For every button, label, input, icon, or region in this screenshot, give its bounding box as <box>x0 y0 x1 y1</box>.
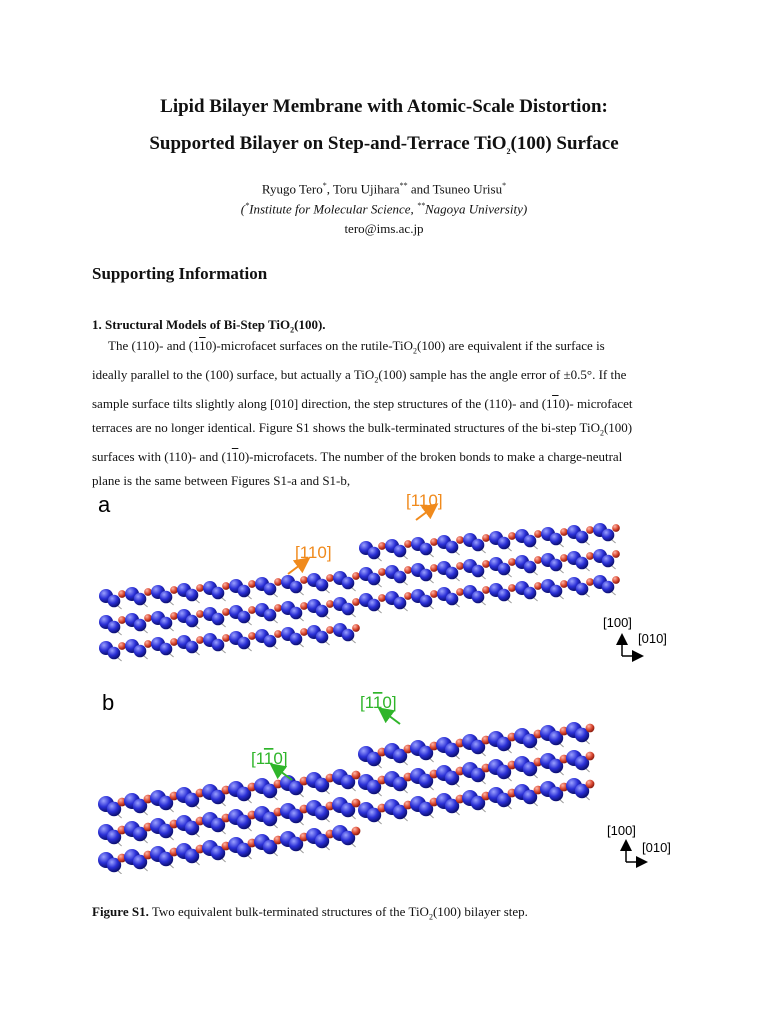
direction-label-upper-a: [110] <box>406 491 443 510</box>
body-paragraph <box>92 334 682 492</box>
oxygen-atom <box>170 586 178 594</box>
direction-arrow-upper-b <box>384 712 400 724</box>
titanium-atom <box>342 577 355 590</box>
axis-label-010-a: [010] <box>638 631 667 646</box>
titanium-atom <box>420 569 433 582</box>
titanium-atom <box>186 641 199 654</box>
oxygen-atom <box>586 526 594 534</box>
oxygen-atom <box>144 614 152 622</box>
titanium-atom <box>264 609 277 622</box>
titanium-atom <box>316 631 329 644</box>
oxygen-atom <box>170 612 178 620</box>
oxygen-atom <box>196 636 204 644</box>
oxygen-atom <box>482 534 490 542</box>
oxygen-atom <box>118 642 126 650</box>
oxygen-atom <box>300 602 308 610</box>
oxygen-atom <box>508 558 516 566</box>
oxygen-atom <box>300 628 308 636</box>
oxygen-atom <box>586 724 595 733</box>
crystal-lattice-b <box>98 722 594 874</box>
oxygen-atom <box>144 640 152 648</box>
titanium-atom <box>134 593 147 606</box>
titanium-atom <box>394 571 407 584</box>
paragraph-line: terraces are no longer identical. Figure S1 shows the bulk-terminated structures of the bi-step TiO$_2$(100) <box>92 419 633 438</box>
oxygen-atom <box>118 616 126 624</box>
titanium-atom <box>524 535 537 548</box>
titanium-atom <box>264 583 277 596</box>
axis-label-100-b: [100] <box>607 823 636 838</box>
titanium-atom <box>212 587 225 600</box>
titanium-atom <box>342 629 355 642</box>
oxygen-atom <box>222 608 230 616</box>
oxygen-atom <box>248 580 256 588</box>
oxygen-atom <box>248 632 256 640</box>
titanium-atom <box>576 557 589 570</box>
titanium-atom <box>290 581 303 594</box>
oxygen-atom <box>248 606 256 614</box>
titanium-atom <box>472 539 485 552</box>
oxygen-atom <box>456 562 464 570</box>
titanium-atom <box>290 633 303 646</box>
oxygen-atom <box>534 582 542 590</box>
oxygen-atom <box>430 564 438 572</box>
titanium-atom <box>212 639 225 652</box>
oxygen-atom <box>430 538 438 546</box>
titanium-atom <box>342 603 355 616</box>
paragraph-line: ideally parallel to the (100) surface, but actually a TiO$_2$(100) sample has the angle error of ±0.5°. If the <box>92 367 627 385</box>
paper-title-line-2: Supported Bilayer on Step-and-Terrace TiO$_2$(100) Surface <box>149 133 619 156</box>
titanium-atom <box>550 533 563 546</box>
oxygen-atom <box>508 532 516 540</box>
paragraph-line: plane is the same between Figures S1-a and S1-b, <box>92 472 351 488</box>
affiliations: (*Institute for Molecular Science, **Nagoya University) <box>240 201 528 217</box>
oxygen-atom <box>378 568 386 576</box>
oxygen-atom <box>144 588 152 596</box>
oxygen-atom <box>404 540 412 548</box>
panel-letter-b: b <box>102 690 115 715</box>
oxygen-atom <box>274 578 282 586</box>
titanium-atom <box>108 621 121 634</box>
oxygen-atom <box>196 610 204 618</box>
titanium-atom <box>368 599 381 612</box>
subsection-heading: 1. Structural Models of Bi-Step TiO$_2$(100). <box>92 317 326 335</box>
titanium-atom <box>160 591 173 604</box>
direction-label-upper-b: [110] <box>360 693 397 712</box>
crystal-lattice-a <box>99 523 620 661</box>
titanium-atom <box>238 585 251 598</box>
titanium-atom <box>160 643 173 656</box>
titanium-atom <box>602 529 615 542</box>
oxygen-atom <box>326 626 334 634</box>
oxygen-atom <box>300 576 308 584</box>
oxygen-atom <box>560 580 568 588</box>
direction-label-lower-a: [110] <box>295 543 332 562</box>
titanium-atom <box>238 637 251 650</box>
oxygen-atom <box>326 600 334 608</box>
paragraph-line: The (110)- and (110)-microfacet surfaces on the rutile-TiO$_2$(100) are equivalent if the surface is <box>108 338 605 356</box>
titanium-atom <box>576 531 589 544</box>
author-email: tero@ims.ac.jp <box>344 221 424 236</box>
titanium-atom <box>368 573 381 586</box>
titanium-atom <box>472 591 485 604</box>
oxygen-atom <box>612 550 620 558</box>
direction-label-lower-b: [110] <box>251 749 288 768</box>
titanium-atom <box>550 559 563 572</box>
oxygen-atom <box>560 554 568 562</box>
titanium-atom <box>394 597 407 610</box>
titanium-atom <box>524 561 537 574</box>
titanium-atom <box>134 619 147 632</box>
oxygen-atom <box>560 528 568 536</box>
oxygen-atom <box>404 592 412 600</box>
paragraph-line: sample surface tilts slightly along [010] direction, the step structures of the (110)- and (110)- microfacet <box>92 396 633 412</box>
axis-label-100-a: [100] <box>603 615 632 630</box>
figure-panel-a <box>92 486 692 676</box>
titanium-atom <box>264 635 277 648</box>
titanium-atom <box>498 589 511 602</box>
titanium-atom <box>550 585 563 598</box>
oxygen-atom <box>274 630 282 638</box>
paragraph-line: surfaces with (110)- and (110)-microfacets. The number of the broken bonds to make a charge-neutral <box>92 449 623 465</box>
oxygen-atom <box>222 634 230 642</box>
titanium-atom <box>498 563 511 576</box>
oxygen-atom <box>612 524 620 532</box>
panel-letter-a: a <box>98 492 111 517</box>
titanium-atom <box>498 537 511 550</box>
oxygen-atom <box>378 542 386 550</box>
direction-arrow-lower-a <box>288 562 304 574</box>
axis-label-010-b: [010] <box>642 840 671 855</box>
oxygen-atom <box>352 572 360 580</box>
titanium-atom <box>316 605 329 618</box>
oxygen-atom <box>118 590 126 598</box>
oxygen-atom <box>456 588 464 596</box>
oxygen-atom <box>586 552 594 560</box>
author-list: Ryugo Tero*, Toru Ujihara** and Tsuneo Urisu* <box>261 181 507 197</box>
titanium-atom <box>420 595 433 608</box>
oxygen-atom <box>586 578 594 586</box>
oxygen-atom <box>508 584 516 592</box>
titanium-atom <box>602 581 615 594</box>
paper-title-line-1: Lipid Bilayer Membrane with Atomic-Scale Distortion: <box>160 96 608 117</box>
oxygen-atom <box>534 530 542 538</box>
titanium-atom <box>446 541 459 554</box>
titanium-atom <box>446 567 459 580</box>
titanium-atom <box>420 543 433 556</box>
titanium-atom <box>134 645 147 658</box>
figure-caption: Figure S1. Two equivalent bulk-terminated structures of the TiO$_2$(100) bilayer step. <box>92 904 528 922</box>
titanium-atom <box>602 555 615 568</box>
oxygen-atom <box>612 576 620 584</box>
oxygen-atom <box>378 594 386 602</box>
oxygen-atom <box>482 586 490 594</box>
oxygen-atom <box>274 604 282 612</box>
titanium-atom <box>394 545 407 558</box>
oxygen-atom <box>352 624 360 632</box>
titanium-atom <box>472 565 485 578</box>
oxygen-atom <box>586 780 595 789</box>
oxygen-atom <box>222 582 230 590</box>
titanium-atom <box>290 607 303 620</box>
titanium-atom <box>160 617 173 630</box>
oxygen-atom <box>352 827 361 836</box>
titanium-atom <box>186 615 199 628</box>
titanium-atom <box>316 579 329 592</box>
titanium-atom <box>212 613 225 626</box>
oxygen-atom <box>196 584 204 592</box>
oxygen-atom <box>534 556 542 564</box>
oxygen-atom <box>352 598 360 606</box>
oxygen-atom <box>326 574 334 582</box>
titanium-atom <box>524 587 537 600</box>
section-heading: Supporting Information <box>92 264 268 283</box>
titanium-atom <box>186 589 199 602</box>
titanium-atom <box>108 647 121 660</box>
oxygen-atom <box>170 638 178 646</box>
titanium-atom <box>368 547 381 560</box>
figure-panel-b <box>92 684 692 874</box>
titanium-atom <box>238 611 251 624</box>
oxygen-atom <box>430 590 438 598</box>
oxygen-atom <box>404 566 412 574</box>
oxygen-atom <box>482 560 490 568</box>
titanium-atom <box>108 595 121 608</box>
oxygen-atom <box>456 536 464 544</box>
oxygen-atom <box>586 752 595 761</box>
titanium-atom <box>446 593 459 606</box>
titanium-atom <box>576 583 589 596</box>
